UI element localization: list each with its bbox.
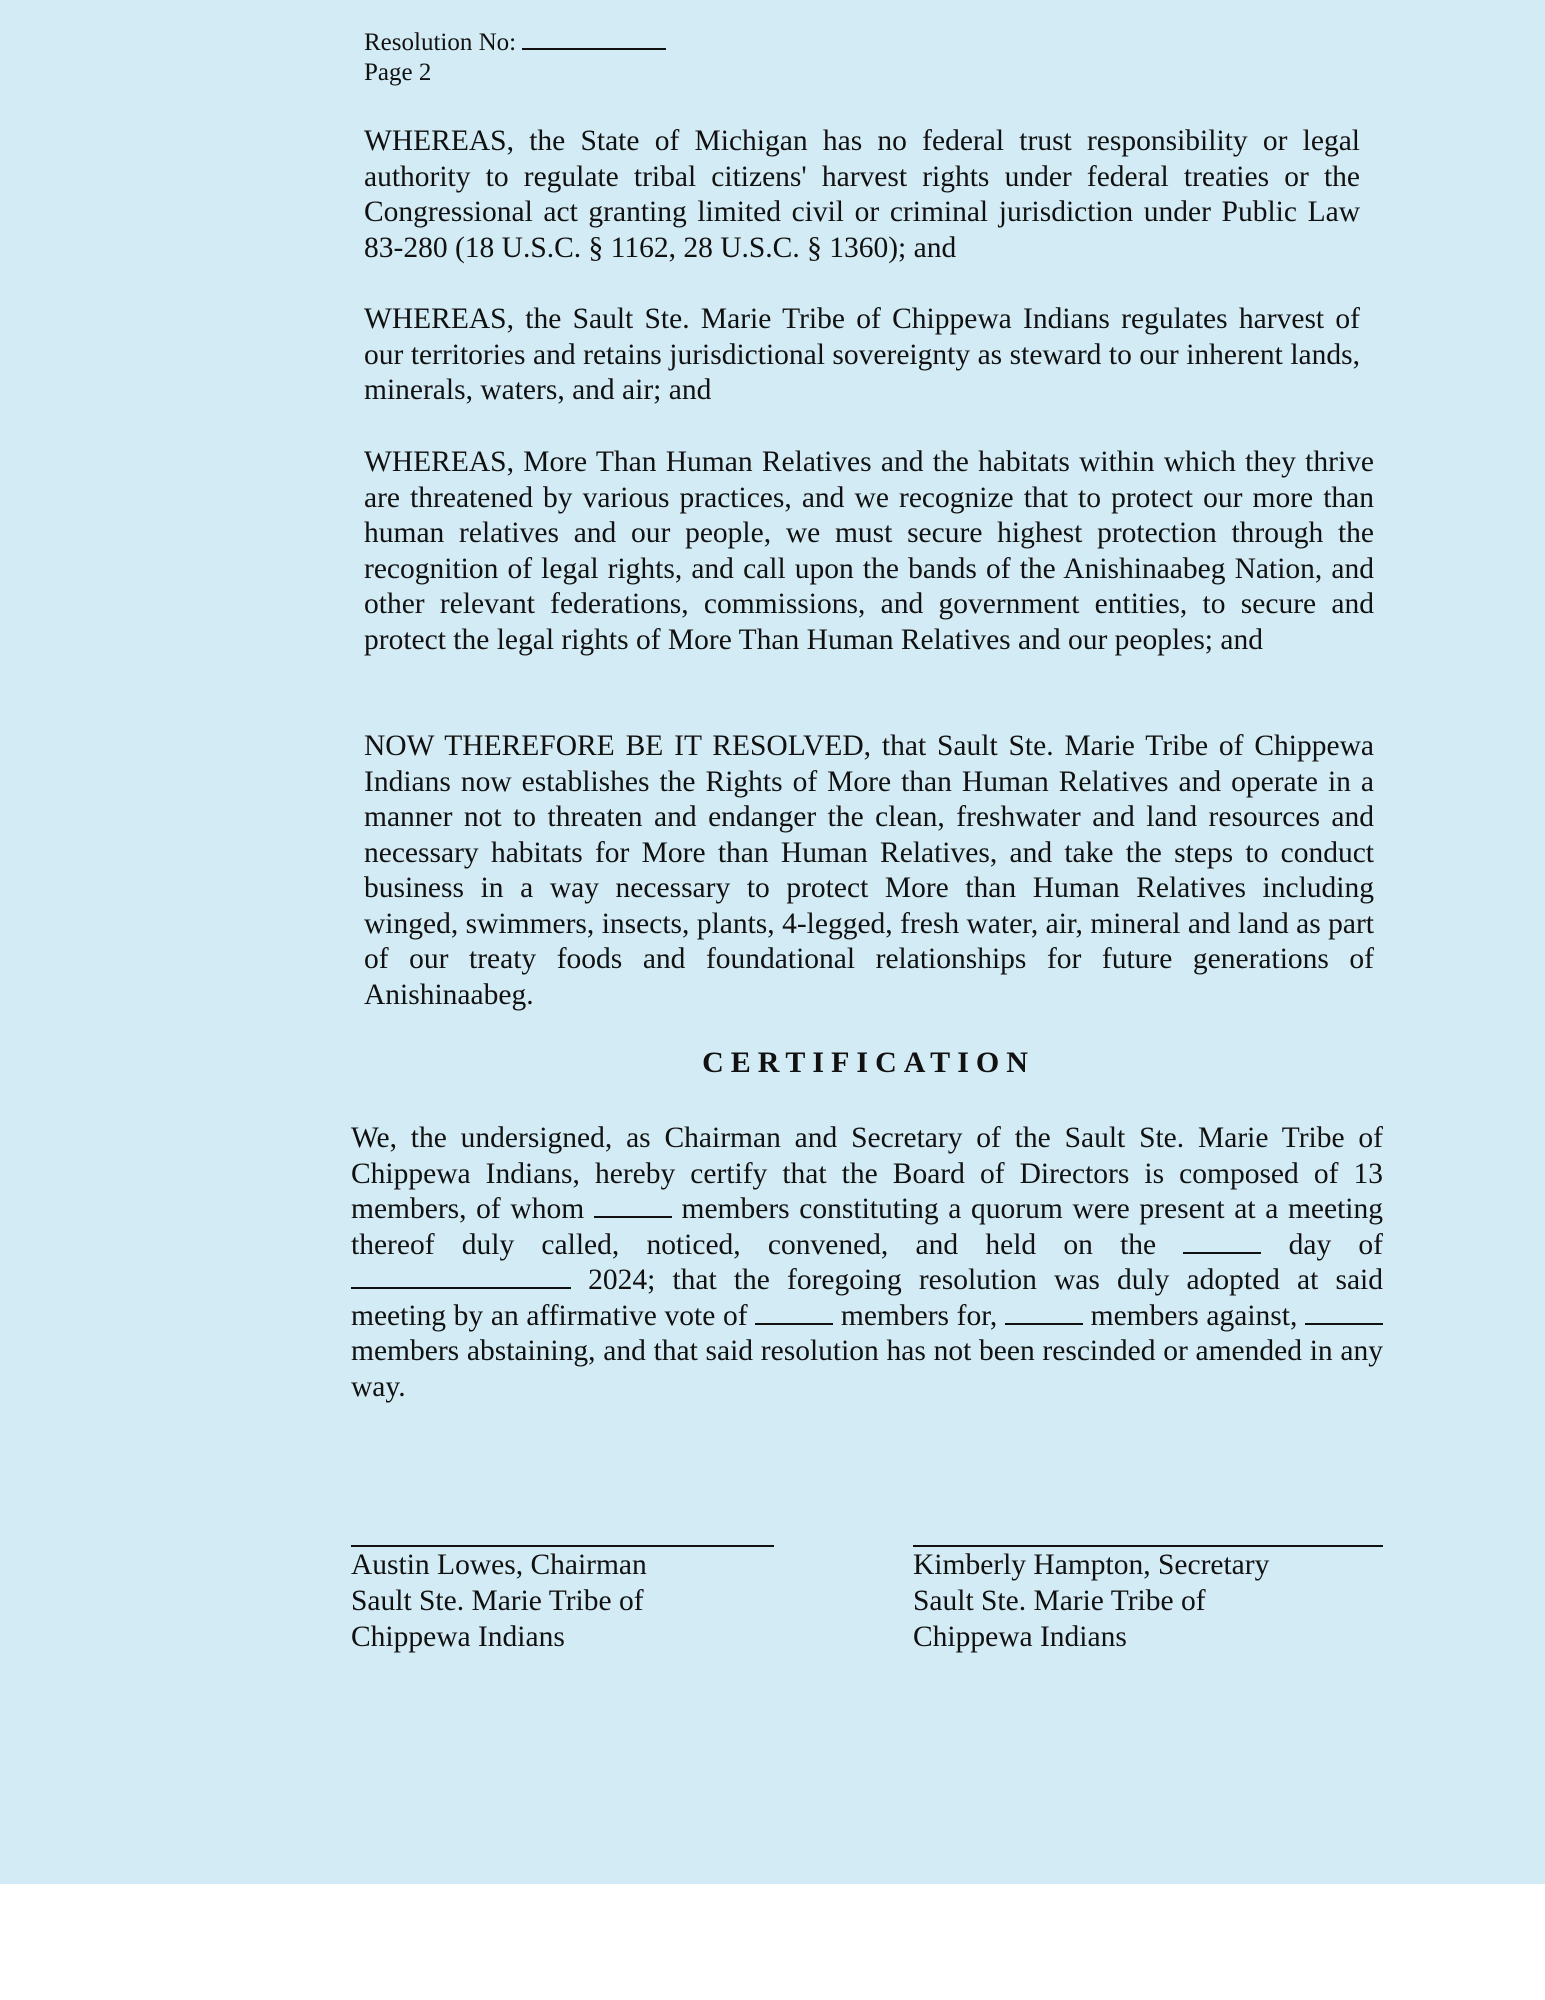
secretary-org-line: Chippewa Indians — [913, 1621, 1127, 1653]
meeting-month-blank — [351, 1265, 571, 1289]
certification-text: members for, — [840, 1299, 998, 1332]
chairman-org-line: Chippewa Indians — [351, 1621, 565, 1653]
certification-text: day of — [1288, 1228, 1384, 1261]
meeting-day-blank — [1183, 1230, 1261, 1254]
page-number: Page 2 — [364, 59, 432, 86]
whereas-paragraph-relatives: WHEREAS, More Than Human Relatives and the habitats within which they thrive are threatened by various practices, and we recognize that to protect our more than human relatives and our people, we must secure highest protection through the recognition of legal rights, and call upon the bands of the Anishinaabeg Nation, and other relevant federations, commissions, and government entities, to secure and protect the legal rights of More Than Human Relatives and our peoples; and — [364, 446, 1374, 656]
votes-abstaining-blank — [1305, 1301, 1383, 1325]
secretary-org-line: Sault Ste. Marie Tribe of — [913, 1585, 1206, 1617]
certification-text: We, the undersigned, as Chairman and Secretary of the Sault Ste. Marie Tribe of Chippewa Indians, hereby certify that the Board of Directors is composed of 13 members, of whom — [351, 1122, 1383, 1225]
chairman-org-line: Sault Ste. Marie Tribe of — [351, 1585, 644, 1617]
whereas-paragraph-regulation: WHEREAS, the Sault Ste. Marie Tribe of Chippewa Indians regulates harvest of our territories and retains jurisdictional sovereignty as steward to our inherent lands, minerals, waters, and air; and — [364, 303, 1360, 406]
secretary-name: Kimberly Hampton, Secretary — [913, 1549, 1270, 1581]
certification-text: members abstaining, and that said resolution has not been rescinded or amended in any way. — [351, 1335, 1383, 1403]
resolved-paragraph: NOW THEREFORE BE IT RESOLVED, that Sault Ste. Marie Tribe of Chippewa Indians now establishes the Rights of More than Human Relatives and operate in a manner not to threaten and endanger the clean, freshwater and land resources and necessary habitats for More than Human Relatives, and take the steps to conduct business in a way necessary to protect More than Human Relatives including winged, swimmers, insects, plants, 4-legged, fresh water, air, mineral and land as part of our treaty foods and foundational relationships for future generations of Anishinaabeg. — [364, 730, 1374, 1011]
quorum-count-blank — [594, 1194, 672, 1218]
certification-text: 2024; that the foregoing resolution was duly adopted at said meeting by an affirmative vote of — [351, 1264, 1383, 1332]
resolution-number-blank — [522, 28, 666, 50]
certification-body — [351, 1121, 1383, 1405]
chairman-signature-block — [351, 1547, 647, 1655]
certification-title: CERTIFICATION — [702, 1046, 1035, 1079]
resolution-number-line — [364, 28, 666, 58]
page-header — [364, 28, 666, 88]
votes-against-blank — [1005, 1301, 1083, 1325]
whereas-paragraph-jurisdiction: WHEREAS, the State of Michigan has no federal trust responsibility or legal authority to regulate tribal citizens' harvest rights under federal treaties or the Congressional act granting limited civil or criminal jurisdiction under Public Law 83-280 (18 U.S.C. § 1162, 28 U.S.C. § 1360); and — [364, 125, 1360, 264]
certification-text: members constituting a quorum were present at a meeting thereof duly called, noticed, convened, and held on the — [351, 1193, 1384, 1261]
secretary-signature-block — [913, 1547, 1269, 1655]
certification-text: members against, — [1090, 1299, 1298, 1332]
chairman-name: Austin Lowes, Chairman — [351, 1549, 647, 1581]
votes-for-blank — [755, 1301, 833, 1325]
resolution-number-label: Resolution No: — [364, 29, 517, 56]
